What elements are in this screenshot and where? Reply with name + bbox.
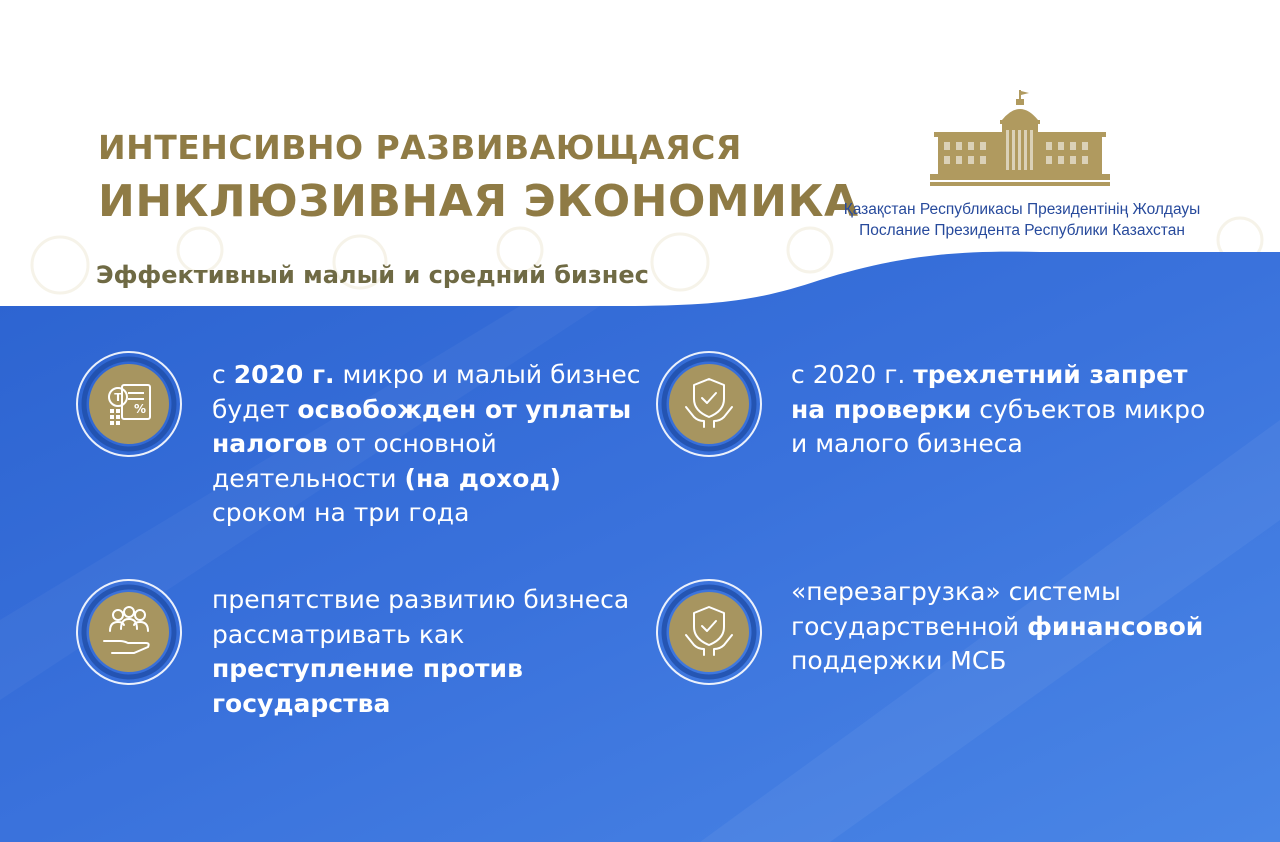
item-text: с 2020 г. трехлетний запрет на проверки субъектов микро и малого бизнеса: [791, 360, 1206, 458]
item-text: «перезагрузка» системы государственной финансовой поддержки МСБ: [791, 577, 1204, 675]
title-line-2: ИНКЛЮЗИВНАЯ ЭКОНОМИКА: [98, 176, 859, 227]
item-text: препятствие развитию бизнеса рассматривать как преступление против государства: [212, 585, 630, 718]
section-subtitle: Эффективный малый и средний бизнес: [96, 261, 649, 289]
akorda-building-icon: [930, 88, 1110, 190]
logo-caption-kz: Қазақстан Республикасы Президентінің Жолдауы: [843, 201, 1201, 218]
people-hand-icon: [74, 577, 184, 687]
svg-text:Т: Т: [114, 391, 122, 404]
shield-hands-icon: [654, 577, 764, 687]
tax-calculator-icon: [74, 349, 184, 459]
svg-text:%: %: [133, 402, 147, 416]
logo-caption-ru: Послание Президента Республики Казахстан: [859, 222, 1185, 239]
item-text: с 2020 г. микро и малый бизнес будет освобожден от уплаты налогов от основной деятельности (на доход) сроком на три года: [212, 360, 641, 527]
shield-hands-icon: [654, 349, 764, 459]
title-line-1: ИНТЕНСИВНО РАЗВИВАЮЩАЯСЯ: [98, 128, 742, 167]
